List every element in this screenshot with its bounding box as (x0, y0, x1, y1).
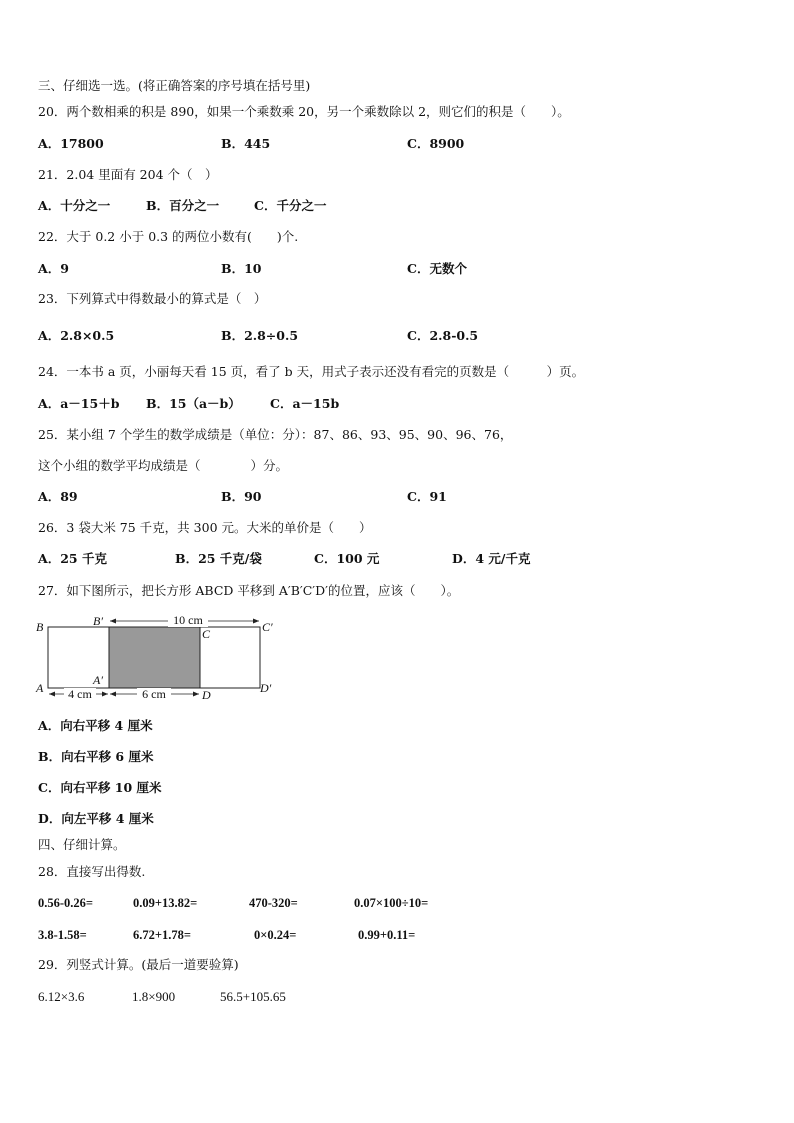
top-arrow-left (110, 619, 116, 624)
q22-option-b: B．10 (221, 261, 262, 276)
q20-option-c: C．8900 (407, 136, 465, 151)
q20-option-b: B．445 (221, 136, 271, 151)
label-c-prime: C′ (262, 620, 273, 634)
section-3-heading: 三、仔细选一选。(将正确答案的序号填在括号里) (38, 78, 311, 93)
middle-arrow-left (110, 692, 116, 697)
q28-expr-5: 3.8-1.58= (38, 928, 87, 942)
q22-option-c: C．无数个 (407, 261, 467, 276)
label-d-prime: D′ (260, 681, 272, 695)
q24-option-a: A．a－15＋b (38, 396, 120, 411)
q29-item-3: 56.5+105.65 (220, 989, 286, 1004)
q25-option-a: A．89 (38, 489, 78, 504)
question-23-stem: 23．下列算式中得数最小的算式是（ ） (38, 291, 267, 306)
label-d: D (202, 688, 211, 702)
question-26-stem: 26．3 袋大米 75 千克，共 300 元。大米的单价是（ ） (38, 520, 372, 535)
left-arrow-left (49, 692, 55, 697)
q26-option-b: B．25 千克/袋 (175, 551, 262, 566)
q23-option-b: B．2.8÷0.5 (221, 328, 299, 343)
q25-option-c: C．91 (407, 489, 447, 504)
left-arrow-right (102, 692, 108, 697)
q21-option-c: C．千分之一 (254, 198, 327, 213)
label-b: B (36, 620, 44, 634)
q21-option-a: A．十分之一 (38, 198, 111, 213)
q25-option-b: B．90 (221, 489, 262, 504)
section-4-heading: 四、仔细计算。 (38, 837, 126, 852)
q28-expr-4: 0.07×100÷10= (354, 896, 429, 910)
q29-item-2: 1.8×900 (132, 989, 176, 1004)
q23-option-a: A．2.8×0.5 (38, 328, 115, 343)
label-a-prime: A′ (93, 673, 103, 687)
label-c: C (202, 627, 211, 641)
q28-expr-1: 0.56-0.26= (38, 896, 94, 910)
q26-option-c: C．100 元 (314, 551, 380, 566)
q28-expr-2: 0.09+13.82= (133, 896, 198, 910)
question-27-stem: 27．如下图所示，把长方形 ABCD 平移到 A′B′C′D′的位置，应该（ ）。 (38, 583, 460, 598)
q29-item-1: 6.12×3.6 (38, 989, 85, 1004)
q24-option-b: B．15（a－b） (146, 396, 241, 411)
q26-option-d: D．4 元/千克 (452, 551, 531, 566)
q21-option-b: B．百分之一 (146, 198, 220, 213)
q26-option-a: A．25 千克 (38, 551, 107, 566)
question-20-stem: 20．两个数相乘的积是 890，如果一个乘数乘 20，另一个乘数除以 2，则它们的积是（ ）。 (38, 104, 570, 119)
question-25-stem: 25．某小组 7 个学生的数学成绩是（单位：分）：87、86、93、95、90、96、76， (38, 427, 513, 442)
q20-option-a: A．17800 (38, 136, 104, 151)
label-b-prime: B′ (93, 614, 103, 628)
question-24-stem: 24．一本书 a 页，小丽每天看 15 页，看了 b 天，用式子表示还没有看完的页数是（ ）页。 (38, 364, 585, 379)
dim-top-label: 10 cm (173, 613, 203, 627)
q27-option-d: D．向左平移 4 厘米 (38, 811, 154, 826)
q24-option-c: C．a－15b (270, 396, 340, 411)
q27-option-b: B．向右平移 6 厘米 (38, 749, 154, 764)
q28-expr-7: 0×0.24= (254, 928, 297, 942)
question-25-stem-continued: 这个小组的数学平均成绩是（ ）分。 (38, 458, 289, 473)
question-22-stem: 22．大于 0.2 小于 0.3 的两位小数有( )个. (38, 229, 299, 244)
shaded-rectangle (109, 627, 200, 688)
label-a: A (36, 681, 44, 695)
top-arrow-right (253, 619, 259, 624)
q27-option-a: A．向右平移 4 厘米 (38, 718, 153, 733)
dim-left-label: 4 cm (68, 687, 92, 701)
q28-expr-6: 6.72+1.78= (133, 928, 191, 942)
q28-expr-8: 0.99+0.11= (358, 928, 416, 942)
translation-diagram (34, 610, 284, 705)
q27-option-c: C．向右平移 10 厘米 (38, 780, 162, 795)
middle-arrow-right (193, 692, 199, 697)
q22-option-a: A．9 (38, 261, 69, 276)
dim-middle-label: 6 cm (142, 687, 166, 701)
question-28-stem: 28．直接写出得数. (38, 864, 146, 879)
q28-expr-3: 470-320= (249, 896, 298, 910)
q23-option-c: C．2.8-0.5 (407, 328, 479, 343)
question-21-stem: 21．2.04 里面有 204 个（ ） (38, 167, 218, 182)
question-29-stem: 29．列竖式计算。(最后一道要验算) (38, 957, 239, 972)
